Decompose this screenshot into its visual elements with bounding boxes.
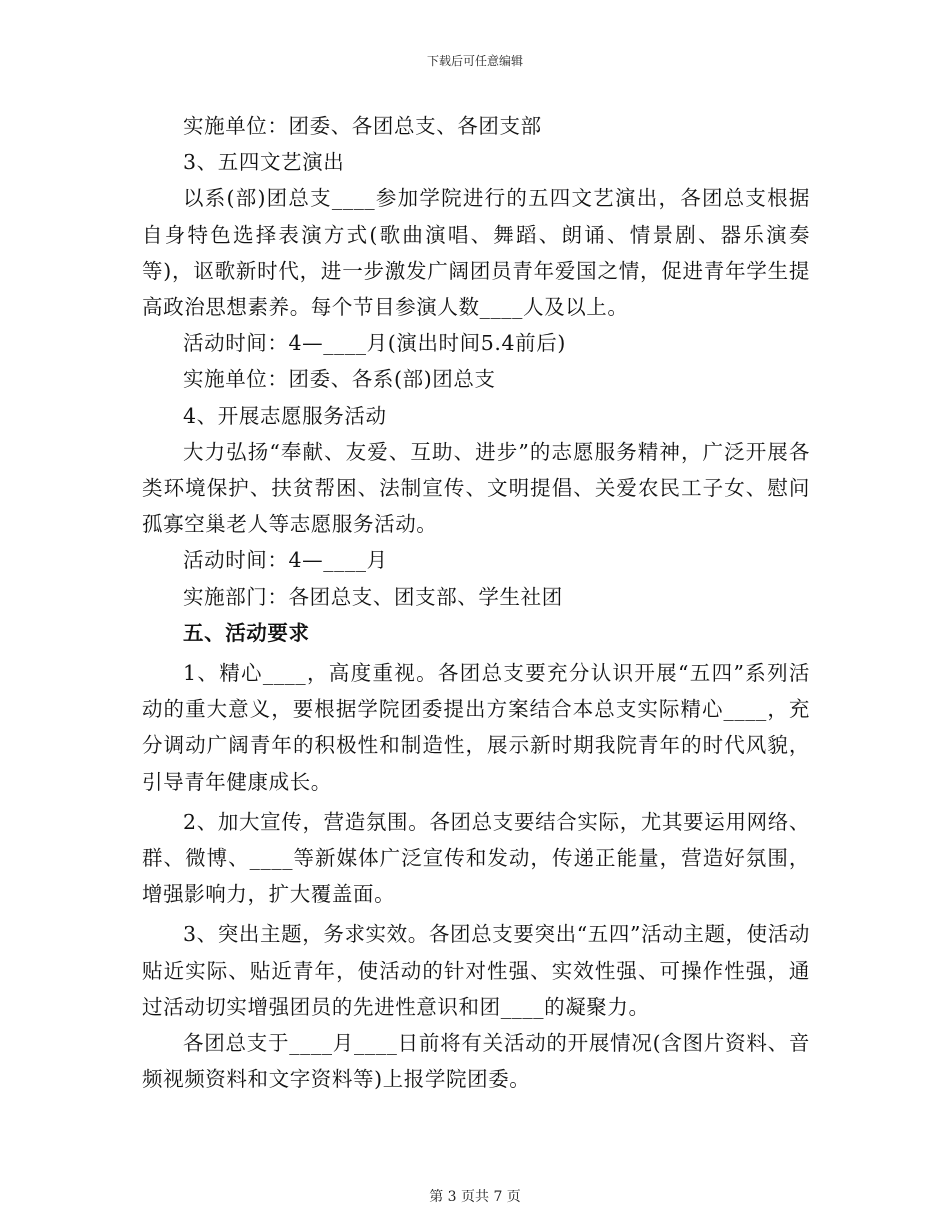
paragraph-requirement-3: 3、突出主题，务求实效。各团总支要突出“五四”活动主题，使活动贴近实际、贴近青年，使活动的针对性强、实效性强、可操作性强，通过活动切实增强团员的先进性意识和团____的凝聚力。 [142, 922, 810, 1019]
paragraph-item-4-title: 4、开展志愿服务活动 [183, 403, 387, 428]
page-header-note: 下载后可任意编辑 [426, 54, 523, 68]
paragraph-implementing-dept: 实施部门：各团总支、团支部、学生社团 [183, 584, 563, 609]
document-body [142, 108, 810, 1097]
paragraph-item-4-body: 大力弘扬“奉献、友爱、互助、进步”的志愿服务精神，广泛开展各类环境保护、扶贫帮困、法制宣传、文明提倡、关爱农民工子女、慰问孤寡空巢老人等志愿服务活动。 [142, 439, 810, 537]
paragraph-requirement-2: 2、加大宣传，营造氛围。各团总支要结合实际，尤其要运用网络、群、微博、____等新媒体广泛宣传和发动，传递正能量，营造好氛围，增强影响力，扩大覆盖面。 [142, 809, 810, 907]
paragraph-activity-time-1: 活动时间：4—____月(演出时间5.4前后) [183, 331, 566, 356]
paragraph-item-3-body: 以系(部)团总支____参加学院进行的五四文艺演出，各团总支根据自身特色选择表演方式(歌曲演唱、舞蹈、朗诵、情景剧、器乐演奏等)，讴歌新时代，进一步激发广阔团员青年爱国之情，促进青年学生提高政治思想素养。每个节目参演人数____人及以上。 [142, 186, 810, 320]
paragraph-requirement-1: 1、精心____，高度重视。各团总支要充分认识开展“五四”系列活动的重大意义，要根据学院团委提出方案结合本总支实际精心____，充分调动广阔青年的积极性和制造性，展示新时期我院青年的时代风貌，引导青年健康成长。 [142, 661, 810, 794]
paragraph-implementing-unit-1: 实施单位：团委、各团总支、各团支部 [183, 114, 542, 138]
paragraph-submission-note: 各团总支于____月____日前将有关活动的开展情况(含图片资料、音频视频资料和文字资料等)上报学院团委。 [142, 1031, 810, 1092]
page-number-footer: 第 3 页共 7 页 [429, 1189, 521, 1205]
paragraph-activity-time-2: 活动时间：4—____月 [183, 548, 388, 573]
paragraph-implementing-unit-2: 实施单位：团委、各系(部)团总支 [183, 367, 496, 392]
section-heading-requirements: 五、活动要求 [183, 620, 310, 645]
paragraph-item-3-title: 3、五四文艺演出 [183, 150, 345, 175]
